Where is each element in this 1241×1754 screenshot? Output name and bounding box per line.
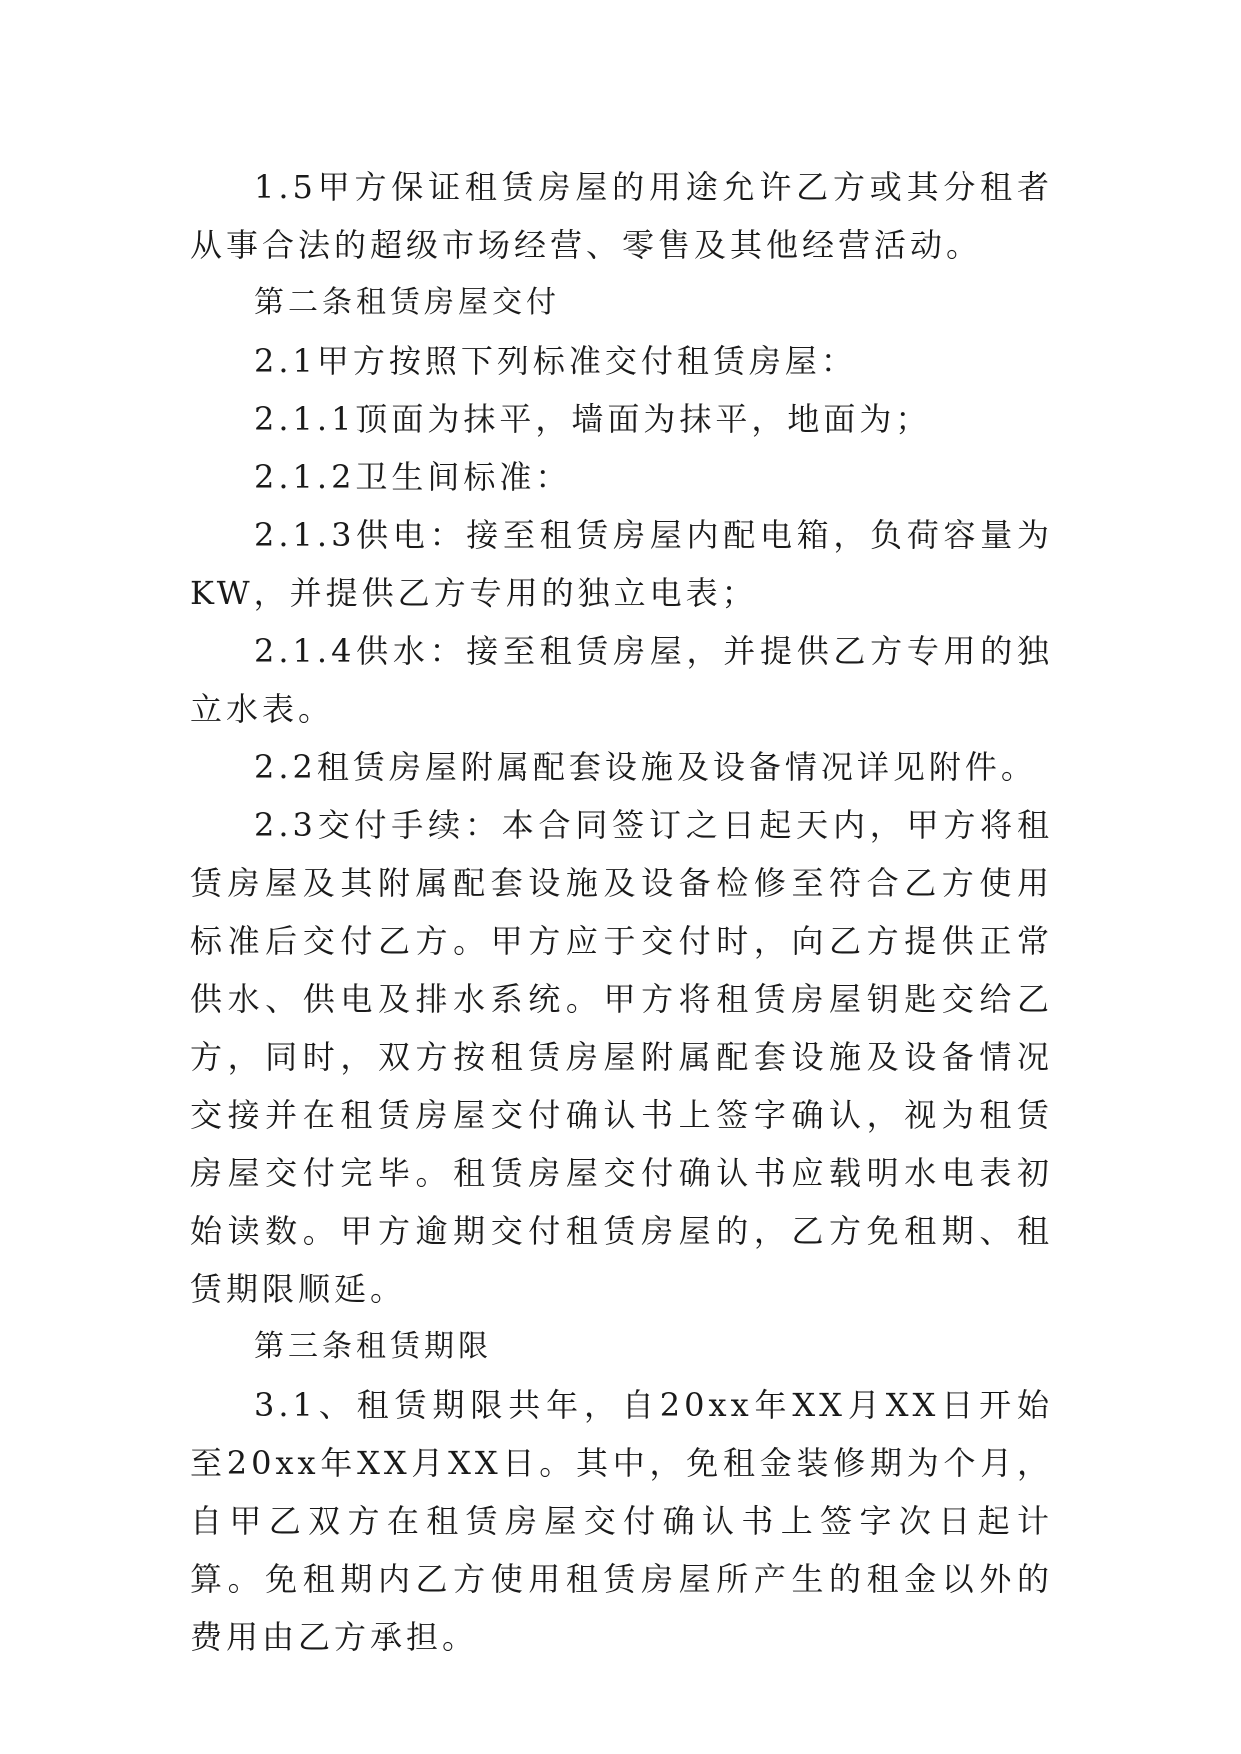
clause-1-5: 1.5甲方保证租赁房屋的用途允许乙方或其分租者从事合法的超级市场经营、零售及其他经营活动。 <box>190 168 1053 264</box>
clause-2-1: 2.1甲方按照下列标准交付租赁房屋： <box>254 342 857 380</box>
document-page <box>190 158 1053 1666</box>
clause-2-1-3: 2.1.3供电：接至租赁房屋内配电箱，负荷容量为KW，并提供乙方专用的独立电表； <box>190 516 1053 612</box>
article-3-heading: 第三条租赁期限 <box>254 1329 492 1364</box>
clause-2-1-2: 2.1.2卫生间标准： <box>254 458 572 496</box>
clause-2-3: 2.3交付手续：本合同签订之日起天内，甲方将租赁房屋及其附属配套设施及设备检修至符合乙方使用标准后交付乙方。甲方应于交付时，向乙方提供正常供水、供电及排水系统。甲方将租赁房屋钥匙交给乙方，同时，双方按租赁房屋附属配套设施及设备情况交接并在租赁房屋交付确认书上签字确认，视为租赁房屋交付完毕。租赁房屋交付确认书应载明水电表初始读数。甲方逾期交付租赁房屋的，乙方免租期、租赁期限顺延。 <box>190 806 1053 1308</box>
clause-2-2: 2.2租赁房屋附属配套设施及设备情况详见附件。 <box>254 748 1037 786</box>
clause-2-1-4: 2.1.4供水：接至租赁房屋，并提供乙方专用的独立水表。 <box>190 632 1053 728</box>
clause-3-1: 3.1、租赁期限共年，自20xx年XX月XX日开始至20xx年XX月XX日。其中，免租金装修期为个月，自甲乙双方在租赁房屋交付确认书上签字次日起计算。免租期内乙方使用租赁房屋所产生的租金以外的费用由乙方承担。 <box>190 1386 1053 1656</box>
clause-2-1-1: 2.1.1顶面为抹平，墙面为抹平，地面为； <box>254 400 932 438</box>
article-2-heading: 第二条租赁房屋交付 <box>254 285 560 320</box>
